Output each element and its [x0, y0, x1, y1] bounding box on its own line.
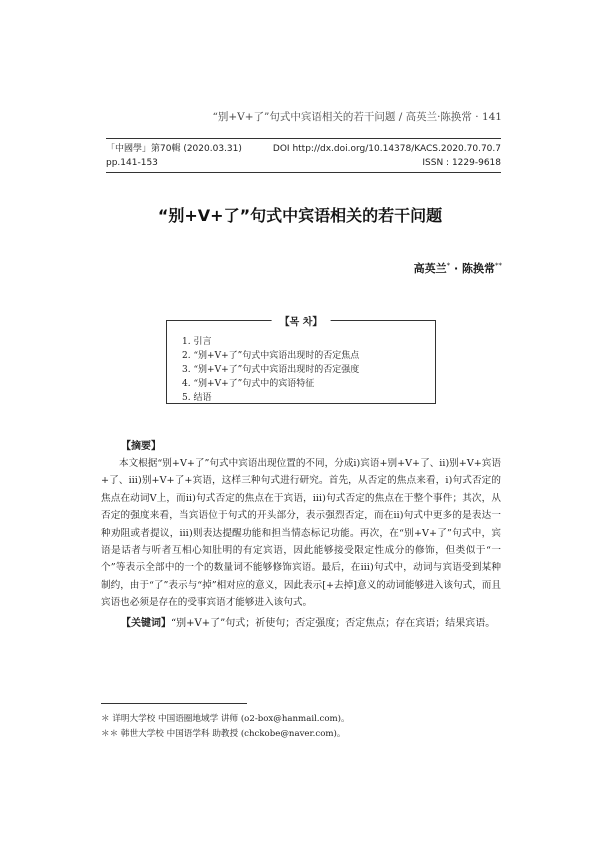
footnote-1: ＊ 详明大学校 中国语圈地域学 讲师 (o2-box@hanmail.com)。: [101, 714, 350, 724]
toc-item-1: 1. 引言: [182, 337, 212, 347]
author-2: 陈换常: [462, 262, 495, 275]
issn: ISSN : 1229-9618: [422, 158, 501, 168]
paper-title: “别+V+了”句式中宾语相关的若干问题: [157, 206, 443, 225]
keywords-label: 【关键词】: [121, 618, 171, 629]
toc-header: 【목 차】: [272, 313, 331, 328]
page-range: pp.141-153: [106, 158, 158, 168]
toc-item-2: 2. “别+V+了”句式中宾语出现时的否定焦点: [182, 351, 360, 361]
toc-item-3: 3. “别+V+了”句式中宾语出现时的否定强度: [182, 365, 360, 375]
journal-issue: 「中國學」第70輯 (2020.03.31): [106, 144, 242, 154]
author-separator: ·: [450, 262, 462, 275]
journal-meta: [106, 138, 501, 173]
author-1: 高英兰: [413, 262, 447, 275]
author-2-mark: **: [495, 261, 502, 270]
doi-link[interactable]: DOI http://dx.doi.org/10.14378/KACS.2020.70.70.7: [272, 144, 501, 154]
abstract-label: 【摘要】: [121, 441, 161, 452]
keywords-line: [121, 614, 495, 629]
toc-item-5: 5. 结语: [182, 393, 212, 403]
keywords-text: “别+V+了”句式；祈使句；否定强度；否定焦点；存在宾语；结果宾语。: [171, 618, 496, 629]
footnote-2: ＊＊ 韩世大学校 中国语学科 助教授 (chckobe@naver.com)。: [101, 729, 346, 739]
author-1-mark: *: [446, 261, 451, 270]
table-of-contents: [166, 317, 436, 404]
running-head: “别+V+了”句式中宾语相关的若干问题 / 高英兰·陈换常 · 141: [212, 111, 502, 123]
toc-item-4: 4. “别+V+了”句式中的宾语特征: [182, 379, 315, 389]
abstract-text: 本文根据“别+V+了”句式中宾语出现位置的不同，分成ⅰ)宾语+别+V+了、ⅱ)别+V+宾语+了、ⅲ)别+V+了+宾语，这样三种句式进行研究。首先，从否定的焦点来看，ⅰ)句式否定的焦点在动词V上，而ⅱ)句式否定的焦点在于宾语，ⅲ)句式否定的焦点在于整个事件；其次，从否定的强度来看，当宾语位于句式的开头部分，表示强烈否定，而在ⅱ)句式中更多的是表达一种劝阻或者提议，ⅲ)则表达提醒功能和担当情态标记功能。再次，在“别+V+了”句式中，宾语是话者与听者互相心知肚明的有定宾语，因此能够接受限定性成分的修饰，但类似于“一个”等表示全部中的一个的数量词不能够修饰宾语。最后，在ⅲ)句式中，动词与宾语受到某种制约，由于“了”表示与“掉”相对应的意义，因此表示[+去掉]意义的动词能够进入该句式，而且宾语也必须是存在的受事宾语才能够进入该句式。: [101, 458, 501, 609]
footnote-divider: [101, 703, 247, 704]
author-line: [414, 260, 502, 276]
